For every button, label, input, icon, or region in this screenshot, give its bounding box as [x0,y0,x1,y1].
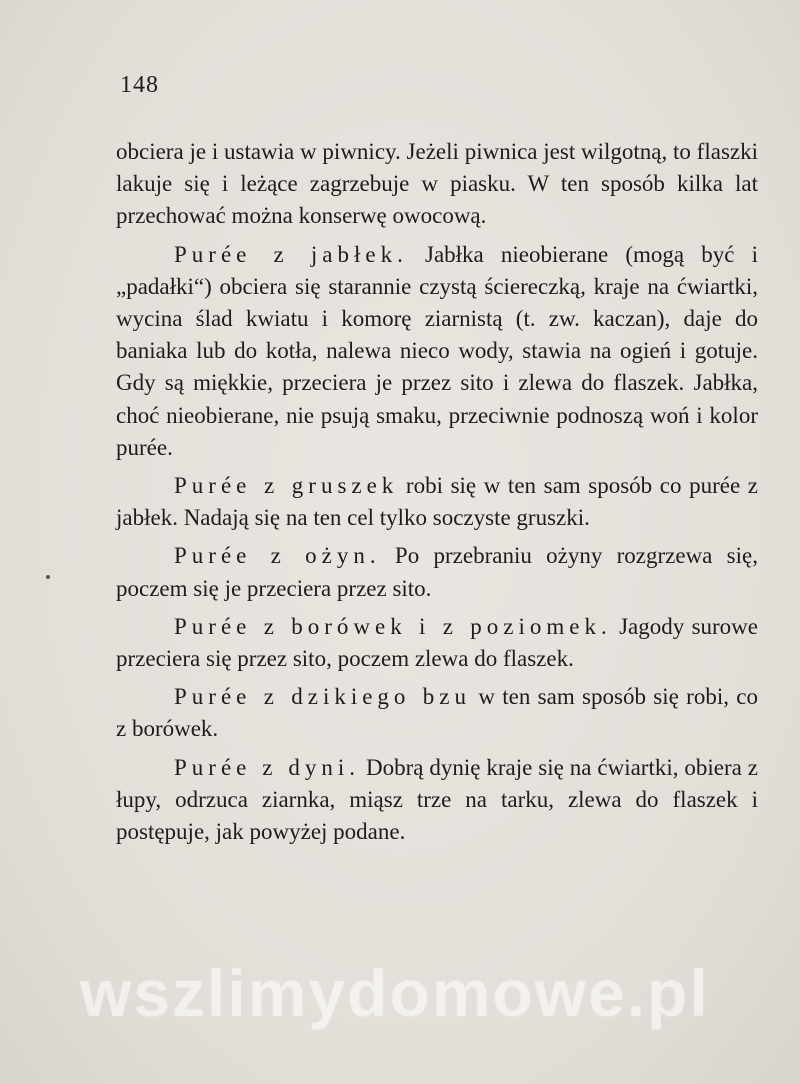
recipe-text-pumpkin: Dobrą dynię kraje się na ćwiartki, obiera z łupy, odrzuca ziarnka, miąsz trze na tarku, zlewa do flaszek i postępuje, jak powyżej podane. [116,754,758,845]
margin-dot [46,575,50,579]
paragraph-blueberry-puree [116,611,758,675]
recipe-heading-elderberry: Purée z dzikiego bzu [174,684,471,710]
paragraph-blackberry-puree [116,540,758,604]
paragraph-pumpkin-puree [116,752,758,849]
recipe-heading-pear: Purée z gruszek [174,473,399,499]
text-body [116,136,758,854]
watermark: wszlimydomowe.pl [80,956,710,1030]
recipe-heading-pumpkin: Purée z dyni. [174,754,361,780]
recipe-heading-apple: Purée z jabłek. [174,241,408,267]
page-number: 148 [120,72,159,98]
recipe-text-blueberry: Jagody surowe przeciera się przez sito, poczem zlewa do flaszek. [116,613,758,672]
recipe-heading-blueberry: Purée z borówek i z poziomek. [174,613,612,639]
paragraph-continuation: obciera je i ustawia w piwnicy. Jeżeli piwnica jest wilgotną, to flaszki lakuje się i leżące zagrzebuje w piasku. W ten sposób kilka lat przechować można konserwę owocową. [116,139,758,229]
recipe-text-blackberry: Po przebraniu ożyny rozgrzewa się, poczem się je przeciera przez sito. [116,543,758,601]
paragraph-apple-puree [116,239,758,464]
paragraph-pear-puree [116,470,758,534]
recipe-text-pear: robi się w ten sam sposób co purée z jabłek. Nadają się na ten cel tylko soczyste gruszki. [116,473,758,531]
paragraph-elderberry-puree [116,681,758,745]
recipe-text-apple: Jabłka nieobierane (mogą być i „padałki“) obciera się starannie czystą ściereczką, kraje na ćwiartki, wycina ślad kwiatu i komorę ziarnistą (t. zw. kaczan), daje do baniaka lub do kotła, nalewa nieco wody, stawia na ogień i gotuje. Gdy są miękkie, przeciera je przez sito i zlewa do flaszek. Jabłka, choć nieobierane, nie psują smaku, przeciwnie podnoszą woń i kolor purée. [116,241,759,460]
recipe-text-elderberry: w ten sam sposób się robi, co z borówek. [116,684,759,742]
recipe-heading-blackberry: Purée z ożyn. [174,543,381,569]
